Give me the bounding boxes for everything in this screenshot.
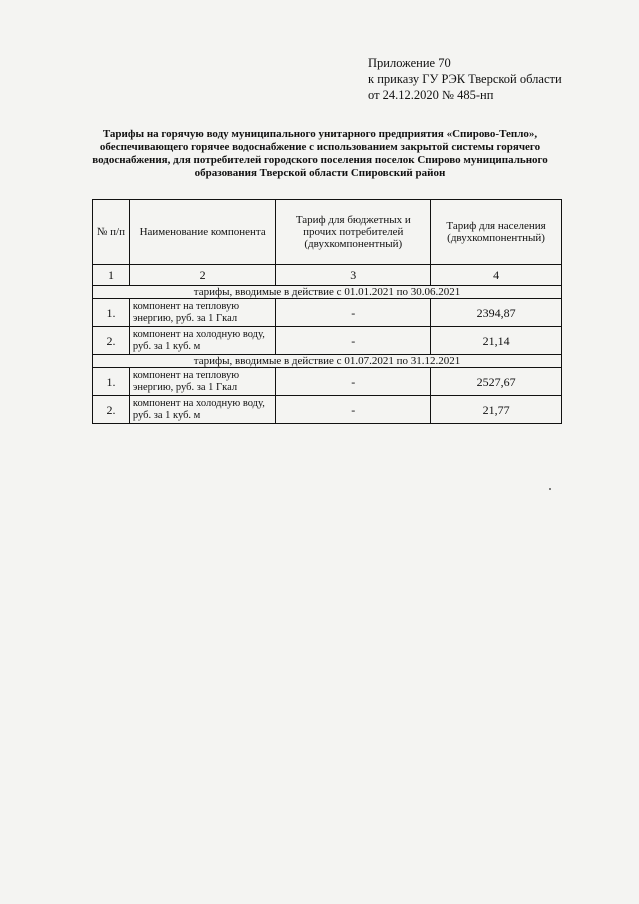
appendix-header xyxy=(368,55,562,103)
column-number-row xyxy=(93,265,562,286)
table-row xyxy=(93,299,562,327)
order-reference: к приказу ГУ РЭК Тверской области xyxy=(368,72,562,86)
row-number: 2. xyxy=(93,396,130,424)
header-number: № п/п xyxy=(93,200,130,265)
component-name: компонент на холодную воду, руб. за 1 куб. м xyxy=(129,327,276,355)
table-row xyxy=(93,327,562,355)
budget-tariff: - xyxy=(276,396,431,424)
column-number: 2 xyxy=(129,265,276,286)
title-line-4: образования Тверской области Спировский район xyxy=(194,167,446,179)
column-number: 3 xyxy=(276,265,431,286)
header-population-tariff: Тариф для населения (двухкомпонентный) xyxy=(431,200,562,265)
header-budget-tariff: Тариф для бюджетных и прочих потребителей (двухкомпонентный) xyxy=(276,200,431,265)
component-name: компонент на тепловую энергию, руб. за 1 Гкал xyxy=(129,299,276,327)
budget-tariff: - xyxy=(276,327,431,355)
period-row-2 xyxy=(93,355,562,368)
appendix-number: Приложение 70 xyxy=(368,56,451,70)
document-title xyxy=(70,128,570,180)
title-line-2: обеспечивающего горячее водоснабжение с использованием закрытой системы горячего xyxy=(99,141,541,153)
order-date: от 24.12.2020 № 485-нп xyxy=(368,88,494,102)
period-label: тарифы, вводимые в действие с 01.07.2021 по 31.12.2021 xyxy=(93,355,562,368)
population-tariff: 21,77 xyxy=(431,396,562,424)
scan-speck xyxy=(549,488,551,490)
period-row-1 xyxy=(93,286,562,299)
row-number: 1. xyxy=(93,368,130,396)
table-row xyxy=(93,396,562,424)
row-number: 1. xyxy=(93,299,130,327)
component-name: компонент на тепловую энергию, руб. за 1 Гкал xyxy=(129,368,276,396)
title-line-3: водоснабжения, для потребителей городского поселения поселок Спирово муниципального xyxy=(92,154,548,166)
population-tariff: 2394,87 xyxy=(431,299,562,327)
period-label: тарифы, вводимые в действие с 01.01.2021 по 30.06.2021 xyxy=(93,286,562,299)
header-component: Наименование компонента xyxy=(129,200,276,265)
table-header-row xyxy=(93,200,562,265)
tariff-table xyxy=(92,199,562,424)
budget-tariff: - xyxy=(276,368,431,396)
title-line-1: Тарифы на горячую воду муниципального унитарного предприятия «Спирово-Тепло», xyxy=(102,128,538,140)
table-row xyxy=(93,368,562,396)
column-number: 4 xyxy=(431,265,562,286)
component-name: компонент на холодную воду, руб. за 1 куб. м xyxy=(129,396,276,424)
budget-tariff: - xyxy=(276,299,431,327)
population-tariff: 2527,67 xyxy=(431,368,562,396)
population-tariff: 21,14 xyxy=(431,327,562,355)
row-number: 2. xyxy=(93,327,130,355)
column-number: 1 xyxy=(93,265,130,286)
